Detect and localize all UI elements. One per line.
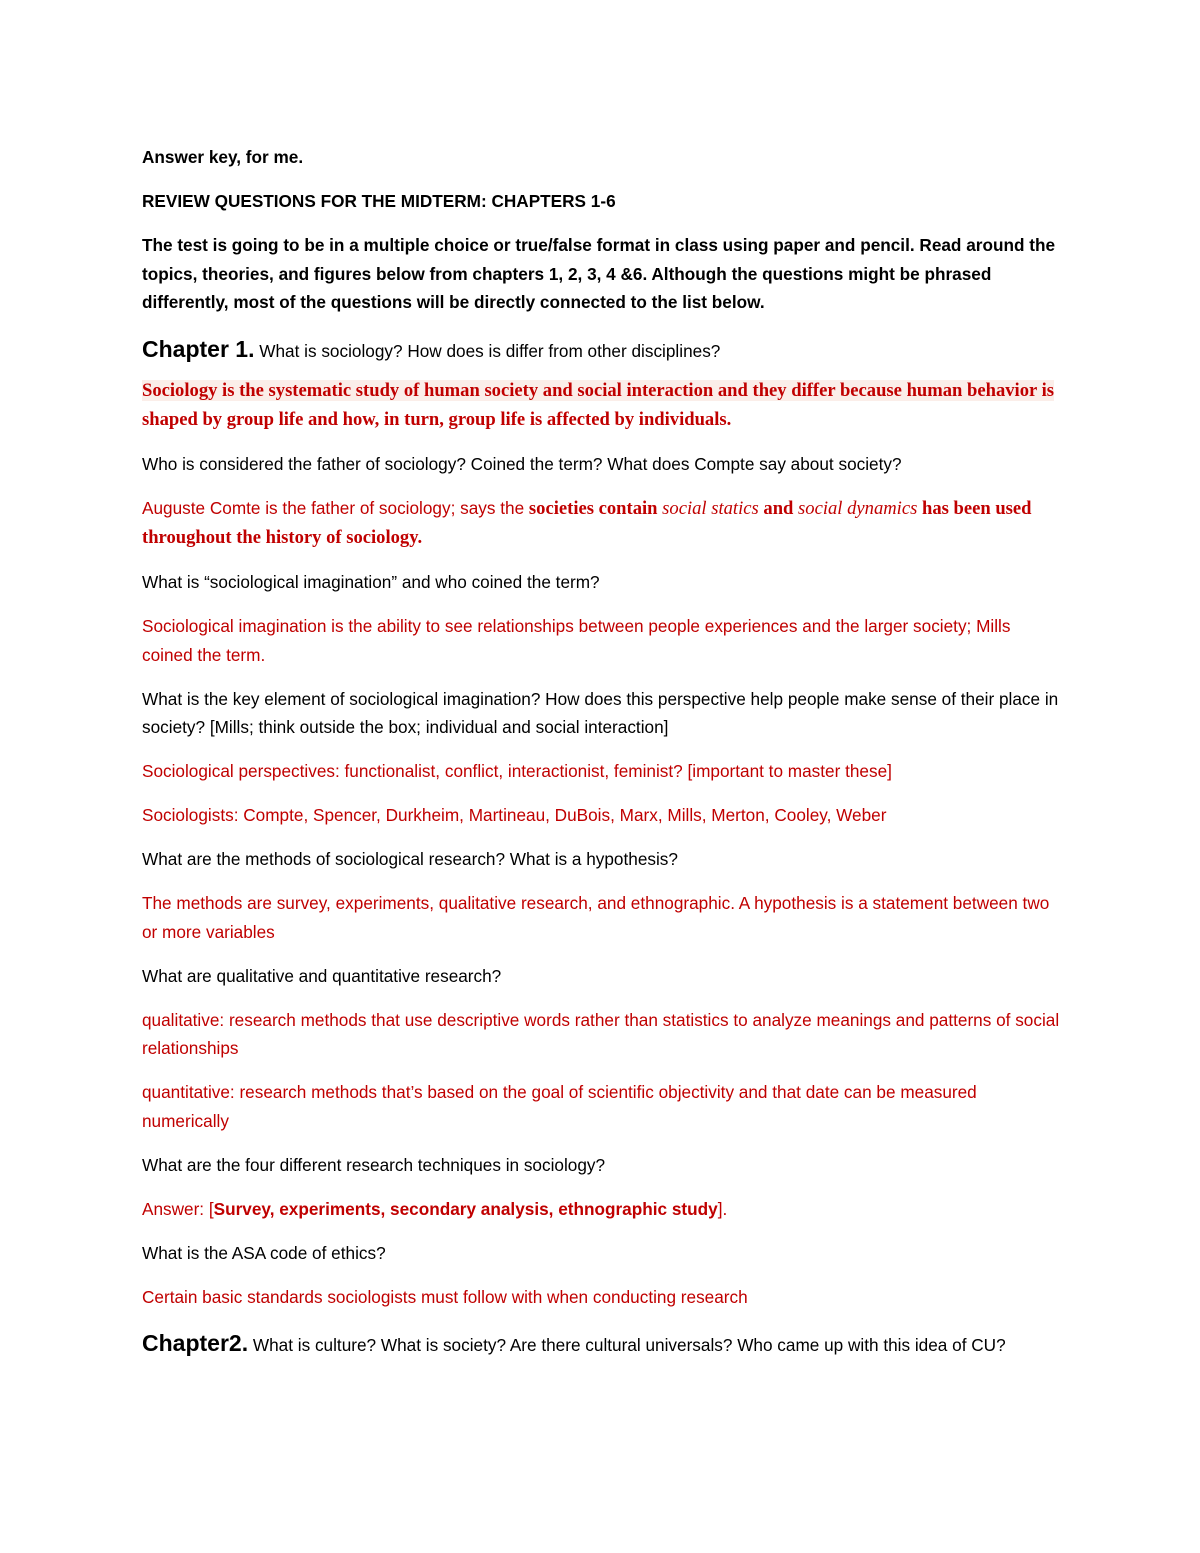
review-heading: REVIEW QUESTIONS FOR THE MIDTERM: CHAPTERS 1-6 (142, 191, 616, 211)
question-asa: What is the ASA code of ethics? (142, 1242, 386, 1263)
answer-compte-part1: Auguste Comte is the father of sociology; says the (142, 497, 529, 518)
answer-techniques-suffix: ]. (717, 1198, 728, 1219)
answer-techniques-prefix: Answer: [ (142, 1198, 214, 1219)
chapter2-question (142, 1329, 1060, 1360)
question-methods: What are the methods of sociological research? What is a hypothesis? (142, 849, 678, 869)
answer-techniques-bold: Survey, experiments, secondary analysis, ethnographic study (213, 1198, 718, 1219)
doc-title: Answer key, for me. (142, 147, 304, 167)
chapter1-label: Chapter 1. (142, 335, 255, 362)
question-key-element: What is the key element of sociological imagination? How does this perspective help people make sense of their place in society? [Mills; think outside the box; individual and social interaction] (142, 688, 1059, 737)
answer-compte-part4: has been used throughout the history of sociology. (142, 497, 1032, 548)
answer-compte-italic1: social statics (662, 497, 759, 519)
answer-asa: Certain basic standards sociologists must follow with when conducting research (142, 1286, 748, 1307)
answer-compte-part2: societies contain (528, 497, 663, 519)
chapter2-label: Chapter2. (142, 1330, 249, 1356)
answer-imagination: Sociological imagination is the ability to see relationships between people experiences and the larger society; Mills coined the term. (142, 616, 1011, 665)
question-techniques: What are the four different research techniques in sociology? (142, 1154, 606, 1175)
answer-compte (142, 494, 1060, 553)
chapter2-question-text: What is culture? What is society? Are there cultural universals? Who came up with this idea of CU? (248, 1335, 1006, 1355)
chapter1-question (142, 335, 1060, 366)
intro-paragraph: The test is going to be in a multiple choice or true/false format in class using paper and pencil. Read around the topics, theories, and figures below from chapters 1, 2, 3, 4 &6. Although the questions might be phrased differently, most of the questions will be directly connected to the list below. (142, 235, 1056, 312)
chapter1-answer-highlight: Sociology is the systematic study of human society and social interaction and they differ because human behavior is (142, 380, 1054, 401)
chapter1-question-text: What is sociology? How does is differ from other disciplines? (254, 340, 721, 361)
question-qual-quant: What are qualitative and quantitative research? (142, 965, 502, 986)
answer-quantitative: quantitative: research methods that’s based on the goal of scientific objectivity and that date can be measured numerically (142, 1082, 977, 1131)
question-compte: Who is considered the father of sociology? Coined the term? What does Compte say about society? (142, 453, 902, 474)
answer-techniques (142, 1195, 1060, 1224)
answer-compte-part3: and (758, 497, 799, 519)
chapter1-answer-rest: shaped by group life and how, in turn, group life is affected by individuals. (142, 408, 732, 430)
chapter1-answer (142, 377, 1060, 434)
perspectives-list: Sociological perspectives: functionalist, conflict, interactionist, feminist? [important to master these] (142, 761, 892, 781)
answer-methods: The methods are survey, experiments, qualitative research, and ethnographic. A hypothesis is a statement between two or more variables (142, 893, 1050, 942)
sociologists-list: Sociologists: Compte, Spencer, Durkheim, Martineau, DuBois, Marx, Mills, Merton, Cooley, Weber (142, 805, 887, 825)
question-imagination: What is “sociological imagination” and who coined the term? (142, 572, 600, 592)
answer-compte-italic2: social dynamics (798, 497, 918, 519)
answer-qualitative: qualitative: research methods that use descriptive words rather than statistics to analyze meanings and patterns of social relationships (142, 1009, 1060, 1058)
